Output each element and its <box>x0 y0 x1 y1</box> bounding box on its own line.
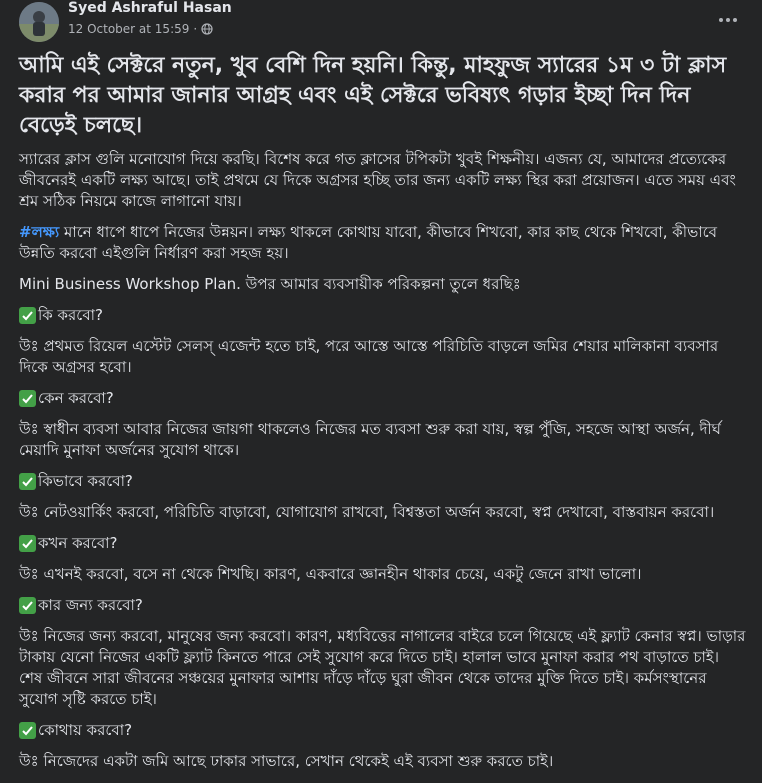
question-text: কি করবো? <box>38 306 103 324</box>
section-question <box>19 533 746 554</box>
check-mark-icon <box>19 722 36 739</box>
section-answer: উঃ নিজেদের একটা জমি আছে ঢাকার সাভারে, সেখান থেকেই এই ব্যবসা শুরু করতে চাই। <box>19 752 554 770</box>
more-horizontal-icon <box>718 17 738 23</box>
plan-intro: Mini Business Workshop Plan. উপর আমার ব্যবসায়ীক পরিকল্পনা তুলে ধরছিঃ <box>19 275 521 293</box>
post-header <box>19 0 746 48</box>
globe-icon[interactable] <box>201 23 213 35</box>
section-question <box>19 388 746 409</box>
post-meta <box>68 22 213 36</box>
check-mark-icon <box>19 307 36 324</box>
question-text: কোথায় করবো? <box>38 721 133 739</box>
section-answer: উঃ নিজের জন্য করবো, মানুষের জন্য করবো। কারণ, মধ্যবিত্তের নাগালের বাইরে চলে গিয়েছে এই ফ্ল্যাট কেনার স্বপ্ন। ভাড়ার টাকায় যেনো নিজের একটি ফ্ল্যাট কিনতে পারে সেই সুযোগ করে দিতে চাই। হালাল ভাবে মুনাফা করার পথ বাড়াতে চাই। শেষ জীবনে সারা জীবনের সঞ্চয়ের মুনাফার আশায় দাঁড়ে দাঁড়ে ঘুরা জীবন থেকে তাদের মুক্তি দিতে চাই। কর্মসংস্থানের সুযোগ সৃষ্টি করতে চাই। <box>19 627 746 708</box>
section-answer: উঃ এখনই করবো, বসে না থেকে শিখছি। কারণ, একবারে জ্ঞানহীন থাকার চেয়ে, একটু জেনে রাখা ভালো। <box>19 565 642 583</box>
hashtag-link[interactable]: #লক্ষ্য <box>19 223 60 241</box>
check-mark-icon <box>19 597 36 614</box>
intro-paragraph: স্যারের ক্লাস গুলি মনোযোগ দিয়ে করছি। বিশেষ করে গত ক্লাসের টপিকটা খুবই শিক্ষনীয়। এজন্য যে, আমাদের প্রত্যেকের জীবনেরই একটি লক্ষ্য আছে। তাই প্রথমে যে দিকে অগ্রসর হচ্ছি তার জন্য একটি লক্ষ্য স্থির করা প্রয়োজন। এতে সময় এবং শ্রম সঠিক নিয়মে কাজে লাগানো যায়। <box>19 150 736 210</box>
post-timestamp[interactable]: 12 October at 15:59 <box>68 22 190 36</box>
more-options-button[interactable] <box>710 2 746 38</box>
question-text: কেন করবো? <box>38 389 114 407</box>
author-name[interactable]: Syed Ashraful Hasan <box>68 0 232 16</box>
plan-sections <box>19 305 746 772</box>
section-question <box>19 471 746 492</box>
check-mark-icon <box>19 473 36 490</box>
avatar[interactable] <box>19 2 59 42</box>
question-text: কার জন্য করবো? <box>38 596 143 614</box>
section-question <box>19 305 746 326</box>
meta-separator: · <box>193 22 198 36</box>
hashtag-paragraph <box>19 222 746 264</box>
section-question <box>19 595 746 616</box>
check-mark-icon <box>19 390 36 407</box>
check-mark-icon <box>19 535 36 552</box>
section-answer: উঃ প্রথমত রিয়েল এস্টেট সেলস্ এজেন্ট হতে চাই, পরে আস্তে আস্তে পরিচিতি বাড়লে জমির শেয়ার মালিকানা ব্যবসার দিকে অগ্রসর হবো। <box>19 337 719 376</box>
question-text: কখন করবো? <box>38 534 118 552</box>
post-headline: আমি এই সেক্টরে নতুন, খুব বেশি দিন হয়নি। কিন্তু, মাহফুজ স্যারের ১ম ৩ টা ক্লাস করার পর আমার জানার আগ্রহ এবং এই সেক্টরে ভবিষ্যৎ গড়ার ইচ্ছা দিন দিন বেড়েই চলছে। <box>19 53 727 138</box>
section-answer: উঃ স্বাধীন ব্যবসা আবার নিজের জায়গা থাকলেও নিজের মত ব্যবসা শুরু করা যায়, স্বল্প পুঁজি, সহজে আস্থা অর্জন, দীর্ঘ মেয়াদি মুনাফা অর্জনের সুযোগ থাকে। <box>19 420 721 459</box>
section-question <box>19 720 746 741</box>
hashtag-paragraph-text: মানে ধাপে ধাপে নিজের উন্নয়ন। লক্ষ্য থাকলে কোথায় যাবো, কীভাবে শিখবো, কার কাছ থেকে শিখবো, কীভাবে উন্নতি করবো এইগুলি নির্ধারণ করা সহজ হয়। <box>19 223 717 262</box>
question-text: কিভাবে করবো? <box>38 472 133 490</box>
section-answer: উঃ নেটওয়ার্কিং করবো, পরিচিতি বাড়াবো, যোগাযোগ রাখবো, বিশ্বস্ততা অর্জন করবো, স্বপ্ন দেখাবো, বাস্তবায়ন করবো। <box>19 503 715 521</box>
